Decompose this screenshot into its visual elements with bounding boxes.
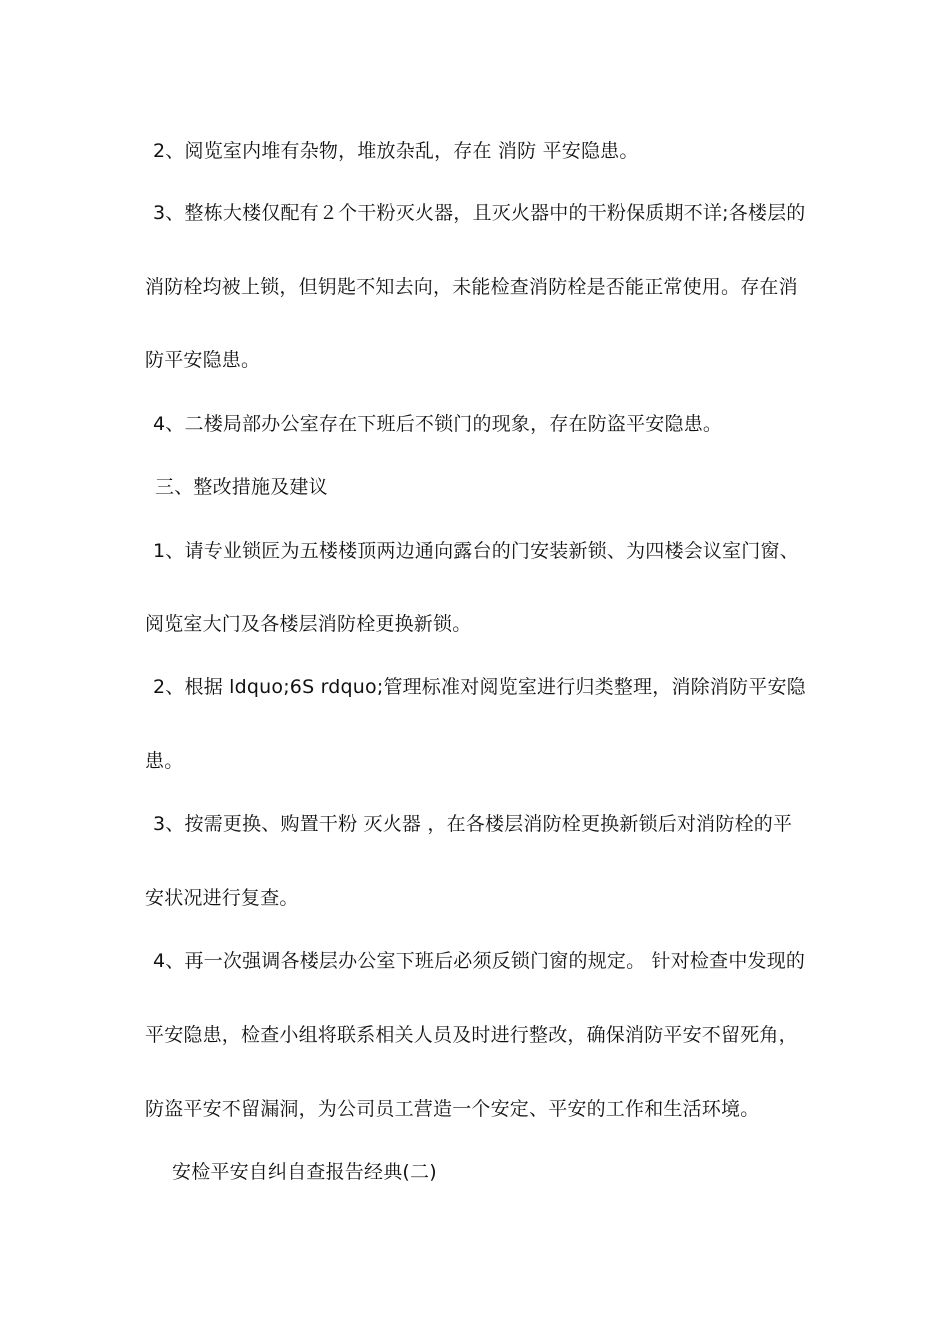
paragraph-item-3-extinguisher-line3: 防平安隐患。 — [145, 349, 261, 371]
measure-1-line2: 阅览室大门及各楼层消防栓更换新锁。 — [145, 613, 472, 635]
paragraph-item-4-unlocked-doors: 4、二楼局部办公室存在下班后不锁门的现象，存在防盗平安隐患。 — [153, 413, 723, 435]
measure-4-line2: 平安隐患，检查小组将联系相关人员及时进行整改，确保消防平安不留死角， — [145, 1024, 798, 1046]
measure-1-line1: 1、请专业锁匠为五楼楼顶两边通向露台的门安装新锁、为四楼会议室门窗、 — [153, 540, 799, 562]
next-report-title: 安检平安自纠自查报告经典(二) — [172, 1161, 437, 1183]
paragraph-item-3-extinguisher-line2: 消防栓均被上锁，但钥匙不知去向，未能检查消防栓是否能正常使用。存在消 — [145, 276, 798, 298]
paragraph-item-2-hazard-clutter: 2、阅览室内堆有杂物，堆放杂乱，存在 消防 平安隐患。 — [153, 140, 639, 162]
section-heading-rectification: 三、整改措施及建议 — [155, 476, 328, 498]
measure-4-line1: 4、再一次强调各楼层办公室下班后必须反锁门窗的规定。 针对检查中发现的 — [153, 950, 806, 972]
paragraph-item-3-extinguisher-line1: 3、整栋大楼仅配有２个干粉灭火器，且灭火器中的干粉保质期不详;各楼层的 — [153, 202, 806, 224]
measure-4-line3: 防盗平安不留漏洞，为公司员工营造一个安定、平安的工作和生活环境。 — [145, 1098, 760, 1120]
measure-3-line1: 3、按需更换、购置干粉 灭火器 ，在各楼层消防栓更换新锁后对消防栓的平 — [153, 813, 793, 835]
measure-2-line2: 患。 — [145, 750, 184, 772]
measure-2-line1: 2、根据 ldquo;6S rdquo;管理标准对阅览室进行归类整理，消除消防平安隐 — [153, 676, 806, 698]
measure-3-line2: 安状况进行复查。 — [145, 887, 299, 909]
